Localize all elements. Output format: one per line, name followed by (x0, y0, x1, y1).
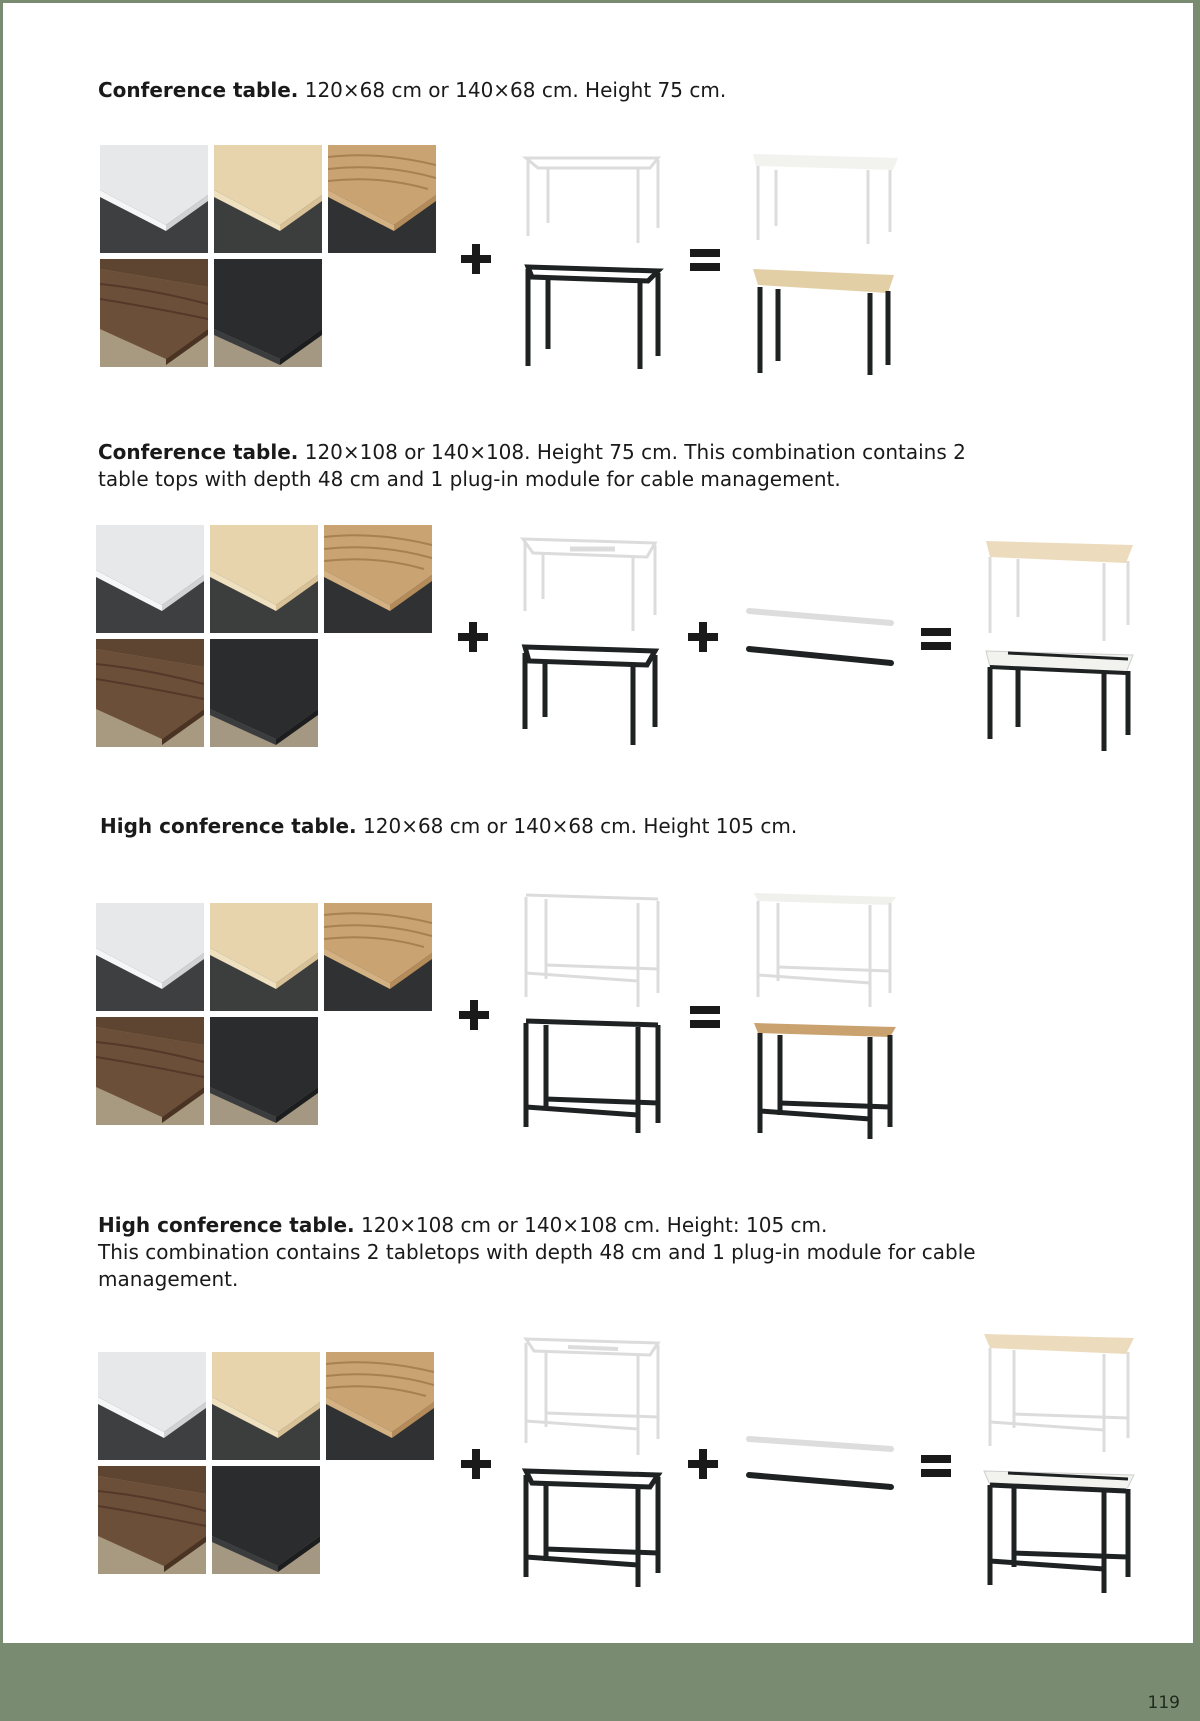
equals-icon (690, 1006, 720, 1028)
section-1-text: 120×68 cm or 140×68 cm. Height 75 cm. (304, 78, 727, 102)
section-2-text-line1: 120×108 or 140×108. Height 75 cm. This combination contains 2 (304, 440, 966, 464)
swatch-walnut (96, 639, 204, 747)
swatch-white (98, 1352, 206, 1460)
white-high-frame (518, 889, 668, 1013)
swatch-black (214, 259, 322, 367)
swatch-black (212, 1466, 320, 1574)
plus-icon (461, 244, 491, 274)
tabletop-swatches (96, 903, 432, 1127)
section-4-text-line3: management. (98, 1267, 239, 1291)
section-4-text-line2: This combination contains 2 tabletops with depth 48 cm and 1 plug-in module for cable (98, 1240, 976, 1264)
tabletop-swatches (100, 145, 436, 369)
swatch-white (96, 903, 204, 1011)
birch-white-high-table-wide (978, 1328, 1138, 1457)
black-frame-wide (515, 639, 665, 753)
swatch-birch (210, 903, 318, 1011)
swatch-black (210, 639, 318, 747)
plus-icon (688, 1449, 718, 1479)
plug-in-module-black (745, 1469, 895, 1513)
section-4-title: High conference table. (98, 1213, 355, 1237)
swatch-birch (214, 145, 322, 253)
birch-black-table (748, 261, 898, 380)
page-number: 119 (1147, 1693, 1180, 1713)
section-4-text-line1: 120×108 cm or 140×108 cm. Height: 105 cm. (361, 1213, 828, 1237)
swatch-walnut (98, 1466, 206, 1574)
plus-icon (458, 622, 488, 652)
swatch-oak (324, 525, 432, 633)
plug-in-module-white (745, 603, 895, 647)
swatch-oak (326, 1352, 434, 1460)
white-frame-wide (515, 531, 665, 640)
swatch-black (210, 1017, 318, 1125)
section-1-caption (98, 77, 998, 104)
plus-icon (461, 1449, 491, 1479)
tabletop-swatches (98, 1352, 434, 1576)
swatch-birch (210, 525, 318, 633)
section-2-title: Conference table. (98, 440, 299, 464)
tabletop-swatches (96, 525, 432, 749)
swatch-white (100, 145, 208, 253)
equals-icon (690, 249, 720, 271)
black-high-frame-wide (518, 1465, 668, 1594)
section-3-caption (100, 813, 1000, 840)
birch-white-table-wide (978, 533, 1138, 647)
section-3-text: 120×68 cm or 140×68 cm. Height 105 cm. (363, 814, 798, 838)
swatch-oak (328, 145, 436, 253)
black-high-frame (518, 1015, 668, 1139)
section-1-title: Conference table. (98, 78, 299, 102)
swatch-walnut (96, 1017, 204, 1125)
swatch-oak (324, 903, 432, 1011)
section-2-caption (98, 439, 998, 493)
plus-icon (688, 622, 718, 652)
white-high-frame-wide (518, 1333, 668, 1462)
swatch-white (96, 525, 204, 633)
swatch-birch (212, 1352, 320, 1460)
oak-black-high-table (750, 1015, 900, 1144)
section-2-text-line2: table tops with depth 48 cm and 1 plug-in module for cable management. (98, 467, 841, 491)
white-frame (518, 148, 668, 252)
catalog-page (3, 3, 1193, 1643)
equals-icon (921, 1455, 951, 1477)
white-black-table-wide (978, 643, 1138, 757)
plug-in-module-black (745, 643, 895, 687)
section-3-title: High conference table. (100, 814, 357, 838)
swatch-walnut (100, 259, 208, 367)
black-frame (518, 261, 668, 375)
white-black-high-table-wide (978, 1465, 1138, 1599)
section-4-caption (98, 1212, 998, 1293)
white-high-table (750, 889, 900, 1013)
equals-icon (921, 628, 951, 650)
plus-icon (459, 1000, 489, 1030)
white-table (748, 148, 898, 252)
